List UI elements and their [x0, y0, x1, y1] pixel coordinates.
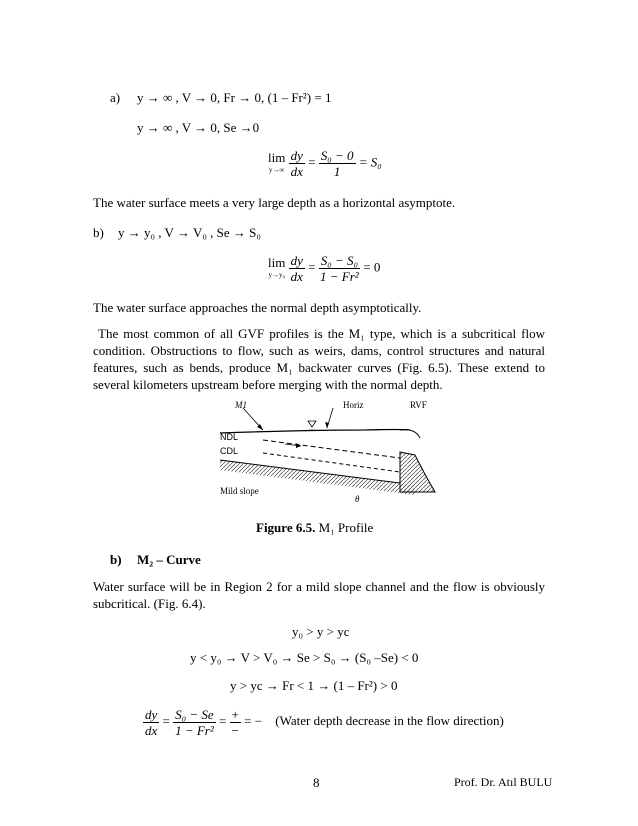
horiz-arrowhead — [325, 422, 329, 428]
part-b-conclusion: The water surface approaches the normal depth asymptotically. — [93, 300, 422, 315]
weir — [400, 452, 435, 492]
lim-subscript: y→y₀ — [268, 270, 285, 279]
page-number: 8 — [313, 775, 320, 790]
rhs: = S₀ — [358, 154, 382, 170]
plus-sign: + — [231, 707, 239, 722]
label-theta: θ — [355, 494, 360, 504]
rvf-curve — [400, 430, 420, 438]
lim-subscript: y→∞ — [268, 165, 285, 174]
numerator: S₀ − S₀ — [320, 253, 359, 268]
part-b-label: b) — [93, 225, 104, 240]
part-a-label: a) — [110, 90, 121, 105]
dx: dx — [290, 269, 303, 284]
numerator: S₀ − 0 — [320, 148, 354, 163]
section-title: M₂ – Curve — [137, 552, 201, 567]
part-a-line1: y → ∞ , V → 0, Fr → 0, (1 – Fr²) = 1 — [137, 90, 332, 105]
final-dx: dx — [145, 723, 158, 738]
label-rvf: RVF — [410, 400, 427, 410]
minus-sign: − — [231, 723, 239, 738]
figure-caption — [256, 520, 373, 536]
ndl-line — [263, 440, 400, 458]
label-mild-slope: Mild slope — [220, 486, 259, 496]
equals-minus: = − — [244, 713, 263, 729]
final-note: (Water depth decrease in the flow direction) — [275, 713, 504, 729]
caption-rest: M₁ Profile — [315, 520, 374, 535]
water-level-symbol — [308, 421, 316, 427]
dx: dx — [290, 164, 303, 179]
part-b-line1: y → y₀ , V → V₀ , Se → S₀ — [118, 225, 261, 240]
final-equation: $\frac{dy}{dx}$ = $\frac{\text{S₀ − Se}}{\text{1 − Fr²}}$ = $\frac{+}{-}$ = − (Water depth decrease in the flow direction) — [145, 707, 504, 738]
part-a-conclusion: The water surface meets a very large depth as a horizontal asymptote. — [93, 195, 456, 210]
lim-word: lim — [268, 149, 286, 165]
part-a-limit-equation: lim y→∞ $\frac{dy}{dx}$ = $\frac{\text{S₀ − 0}}{1}$ = S₀ — [268, 148, 382, 179]
part-a-line2: y → ∞ , V → 0, Se →0 — [137, 120, 260, 135]
section-text: Water surface will be in Region 2 for a mild slope channel and the flow is obviously subcritical. (Fig. 6.4). — [93, 579, 545, 611]
flow-arrowhead — [296, 443, 301, 448]
caption-bold: Figure 6.5. — [256, 520, 316, 535]
eq-inequality-3: y > yc → Fr < 1 → (1 – Fr²) > 0 — [230, 678, 398, 693]
footer-author: Prof. Dr. Atıl BULU — [454, 775, 553, 789]
label-ndl: NDL — [220, 432, 239, 442]
label-cdl: CDL — [220, 446, 239, 456]
final-numerator: S₀ − Se — [175, 707, 214, 722]
dy: dy — [290, 148, 303, 163]
final-dy: dy — [145, 707, 158, 722]
section-label: b) — [110, 552, 122, 567]
lim-word: lim — [268, 254, 286, 270]
denominator: 1 − Fr² — [320, 269, 359, 284]
eq-inequality-2: y < y₀ → V > V₀ → Se > S₀ → (S₀ –Se) < 0 — [190, 650, 419, 665]
m1-paragraph: The most common of all GVF profiles is the M₁ type, which is a subcritical flow condition. Obstructions to flow, such as weirs, dams, control structures and natural features, such as bends, produce M₁ backwater curves (Fig. 6.5). These extend to several kilometers upstream before merging with the normal depth. — [93, 326, 545, 392]
eq-inequality-1: y₀ > y > yc — [292, 624, 350, 639]
denominator: 1 — [333, 164, 341, 179]
rhs: = 0 — [363, 259, 381, 275]
final-denominator: 1 − Fr² — [175, 723, 214, 738]
m1-profile-diagram — [215, 400, 437, 512]
label-m1: M1 — [235, 400, 247, 410]
dy: dy — [290, 253, 303, 268]
label-horiz: Horiz — [343, 400, 364, 410]
part-b-limit-equation: lim y→y₀ $\frac{dy}{dx}$ = $\frac{\text{S₀ − S₀}}{\text{1 − Fr²}}$ = 0 — [268, 253, 381, 284]
figure-m1-profile — [215, 400, 437, 512]
